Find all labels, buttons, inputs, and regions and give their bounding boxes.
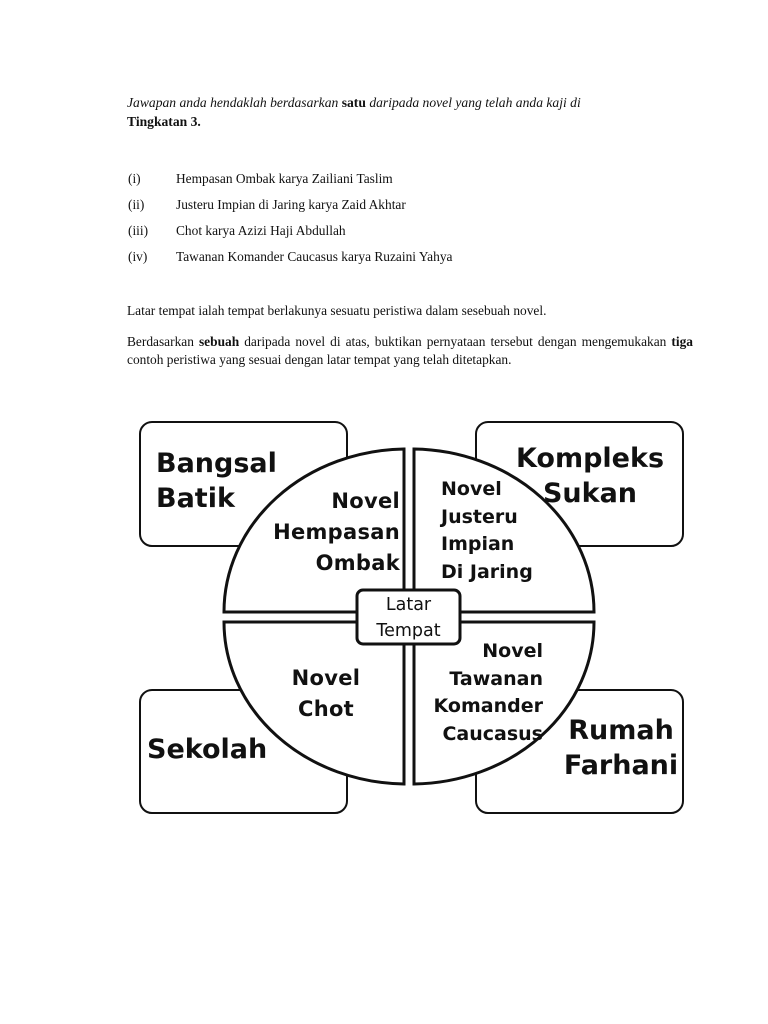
novel-number: (iv) — [128, 249, 148, 264]
novel-label-line: Komander — [433, 695, 543, 717]
place-label-line: Farhani — [563, 750, 679, 781]
center-label-line: Tempat — [376, 621, 441, 641]
novel-label-line: Novel — [331, 489, 400, 513]
novel-label-line: Chot — [297, 697, 355, 721]
novel-label-line: Impian — [441, 533, 515, 555]
place-label-bottom-left — [147, 732, 267, 767]
novel-label-line: Ombak — [315, 551, 400, 575]
novel-number: (i) — [128, 171, 141, 186]
novel-number: (iii) — [128, 223, 149, 238]
novel-label-bottom-right — [400, 638, 543, 748]
novel-label-top-left — [230, 486, 400, 579]
novel-label-line: Justeru — [441, 505, 518, 528]
novel-number: (ii) — [128, 197, 145, 212]
place-label-bottom-right — [546, 713, 696, 783]
question-part1: Berdasarkan — [127, 334, 194, 349]
place-label-line: Batik — [156, 483, 235, 514]
instruction-italic-a: Jawapan anda hendaklah berdasarkan — [127, 95, 339, 110]
novel-title: Justeru Impian di Jaring karya Zaid Akhtar — [176, 197, 406, 212]
center-label — [357, 592, 460, 644]
place-label-line: Kompleks — [515, 443, 665, 474]
novel-label-bottom-left — [266, 663, 386, 725]
novel-label-top-right — [441, 476, 533, 586]
novel-title: Tawanan Komander Caucasus karya Ruzaini Yahya — [176, 249, 453, 264]
definition-text: Latar tempat ialah tempat berlakunya sesuatu peristiwa dalam sesebuah novel. — [127, 303, 547, 318]
novel-label-line: Di Jaring — [441, 560, 533, 583]
novel-label-line: Novel — [291, 666, 361, 690]
question-bold-sebuah: sebuah — [198, 334, 240, 349]
question-bold-tiga: tiga — [671, 334, 693, 349]
novel-label-line: Novel — [441, 478, 502, 500]
place-label-line: Sekolah — [147, 734, 268, 765]
question-part2: daripada novel di atas, buktikan pernyataan tersebut dengan mengemukakan — [244, 334, 667, 349]
place-label-line: Rumah — [568, 715, 674, 746]
novel-label-line: Novel — [482, 640, 543, 662]
instruction-bold-satu: satu — [341, 95, 366, 110]
novel-title: Hempasan Ombak karya Zailiani Taslim — [176, 171, 393, 186]
instruction-bold-tingkatan: Tingkatan 3. — [127, 114, 201, 129]
novel-label-line: Tawanan — [449, 667, 543, 690]
instruction-italic-b: daripada novel yang telah anda kaji di — [369, 95, 581, 110]
place-label-line: Sukan — [542, 478, 638, 509]
novel-label-line: Caucasus — [442, 722, 543, 745]
center-label-line: Latar — [385, 595, 432, 615]
place-label-line: Bangsal — [156, 448, 277, 479]
novel-title: Chot karya Azizi Haji Abdullah — [176, 223, 346, 238]
novel-label-line: Hempasan — [273, 520, 400, 544]
question-part3: contoh peristiwa yang sesuai dengan latar tempat yang telah ditetapkan. — [127, 351, 512, 367]
